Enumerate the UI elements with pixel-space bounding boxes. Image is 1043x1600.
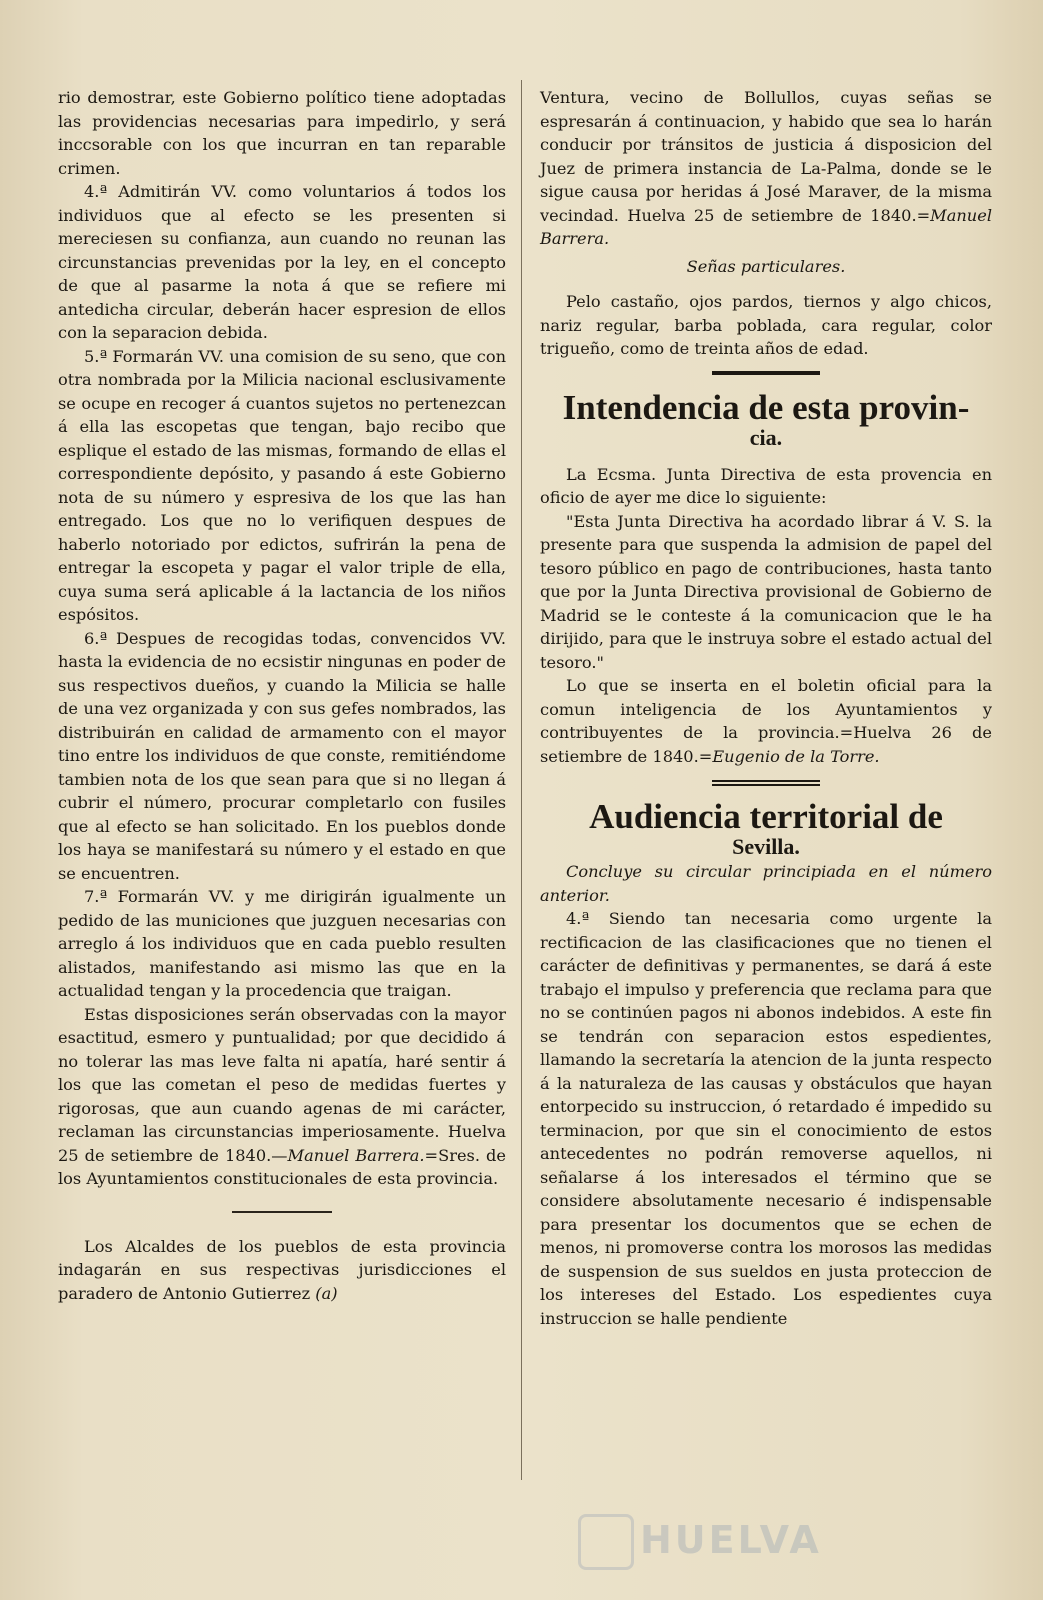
section-divider-thick bbox=[712, 371, 820, 375]
paragraph-ventura bbox=[540, 86, 992, 251]
addressee: =Sres. de los Ayuntamientos constitucionales de esta provincia. bbox=[58, 1145, 506, 1188]
intendencia-quote: "Esta Junta Directiva ha acordado librar á V. S. la presente para que suspenda la admision de papel del tesoro público en pago de contribuciones, hasta tanto que por la Junta Directiva provisional de Gobierno de Madrid se le conteste á la comunicacion que le ha dirijido, para que le instruya sobre el estado actual del tesoro." bbox=[540, 511, 992, 672]
archive-logo-icon bbox=[578, 1514, 634, 1570]
alcaldes-text: Los Alcaldes de los pueblos de esta provincia indagarán en sus respectivas jurisdicciones el paradero de Antonio Gutierrez bbox=[58, 1236, 506, 1303]
paragraph-intro: rio demostrar, este Gobierno político tiene adoptadas las providencias necesarias para impedirlo, y será inccsorable con los que incurran en tan reparable crimen. bbox=[58, 88, 506, 178]
paragraph-article-6: 6.ª Despues de recogidas todas, convencidos VV. hasta la evidencia de no ecsistir ningunas en poder de sus respectivos dueños, y cuando la Milicia se halle de una vez organizada y con sus gefes nombrados, las distribuirán en calidad de armamento con el mayor tino entre los individuos de que conste, remitiéndome tambien nota de los que sean para que si no llegan á cubrir el número, procurar completarlo con fusiles que al efecto se han solicitado. En los pueblos donde los haya se manifestará su número y el estado en que se encuentren. bbox=[58, 628, 506, 883]
audiencia-intro: Concluye su circular principiada en el número anterior. bbox=[540, 862, 992, 905]
signature-barrera: Manuel Barrera. bbox=[287, 1145, 425, 1165]
paragraph-alcaldes bbox=[58, 1235, 506, 1306]
section-divider-double bbox=[712, 780, 820, 786]
paragraph-article-4: 4.ª Admitirán VV. como voluntarios á todos los individuos que al efecto se les presenten si mereciesen su confianza, aun cuando no reunan las circunstancias prevenidas por la ley, en el concepto de que al pasarme la nota á que se refiere mi antedicha circular, deberán hacer espresion de ellos con la separacion debida. bbox=[58, 182, 506, 342]
alias-marker: (a) bbox=[315, 1283, 338, 1303]
audiencia-article-4: 4.ª Siendo tan necesaria como urgente la rectificacion de las clasificaciones que no tienen el carácter de definitivas y permanentes, se dará á este trabajo el impulso y preferencia que reclama para que no se continúen pagos ni abonos indebidos. A este fin se tendrán con separacion estos espedientes, llamando la secretaría la atencion de la junta respecto á la naturaleza de las causas y obstáculos que hayan entorpecido su instruccion, ó retardado é impedido su terminacion, por que sin el conocimiento de estos antecedentes no podrán removerse aquellos, ni señalarse á los interesados el término que se considere absolutamente necesario é indispensable para presentar los documentos que se echen de menos, ni promoverse contra los morosos las medidas de suspension de sus sueldos en justa proteccion de los intereses del Estado. Los espedientes cuya instruccion se halle pendiente bbox=[540, 909, 992, 1328]
intendencia-intro: La Ecsma. Junta Directiva de esta provencia en oficio de ayer me dice lo siguiente: bbox=[540, 464, 992, 507]
heading-audiencia-cont: Sevilla. bbox=[732, 834, 800, 859]
archive-watermark: HUELVA bbox=[640, 1518, 822, 1562]
senas-description: Pelo castaño, ojos pardos, tiernos y algo chicos, nariz regular, barba poblada, cara regular, color trigueño, como de treinta años de edad. bbox=[540, 292, 992, 358]
ventura-text: Ventura, vecino de Bollullos, cuyas señas se espresarán á continuacion, y habido que sea lo harán conducir por tránsitos de justicia á disposicion del Juez de primera instancia de La-Palma, donde se le sigue causa por heridas á José Maraver, de la misma vecindad. Huelva 25 de setiembre de 1840.= bbox=[540, 88, 992, 225]
heading-intendencia: Intendencia de esta provin- bbox=[562, 387, 970, 427]
paragraph-closing bbox=[58, 1003, 506, 1191]
right-column bbox=[540, 86, 992, 1330]
signature-torre: Eugenio de la Torre. bbox=[712, 746, 880, 766]
signature-barrera-2: Manuel Barrera. bbox=[540, 205, 992, 248]
senas-title: Señas particulares. bbox=[686, 256, 846, 276]
left-column bbox=[58, 86, 506, 1305]
intendencia-closing-text: Lo que se inserta en el boletin oficial para la comun inteligencia de los Ayuntamientos y contribuyentes de la provincia.=Huelva 26 de setiembre de 1840.= bbox=[540, 676, 992, 766]
section-divider bbox=[232, 1211, 332, 1213]
column-divider bbox=[521, 80, 522, 1480]
heading-audiencia: Audiencia territorial de bbox=[589, 797, 943, 836]
paragraph-article-7: 7.ª Formarán VV. y me dirigirán igualmente un pedido de las municiones que juzguen necesarias con arreglo á los individuos que en cada pueblo resulten alistados, manifestando asi mismo las que en la actualidad tengan y la procedencia que traigan. bbox=[58, 887, 506, 1000]
paragraph-article-5: 5.ª Formarán VV. una comision de su seno, que con otra nombrada por la Milicia nacional esclusivamente se ocupe en recoger á cuantos sujetos no pertenezcan á ella las escopetas que tengan, bajo recibo que esplique el estado de las mismas, formando de ellas el correspondiente depósito, y pasando á este Gobierno nota de su número y espresiva de los que las han entregado. Los que no lo verifiquen despues de haberlo notoriado por edictos, sufrirán la pena de entregar la escopeta y pagar el valor triple de ella, cuya suma será aplicable á la lactancia de los niños espósitos. bbox=[58, 346, 506, 624]
heading-intendencia-cont: cia. bbox=[749, 424, 783, 450]
intendencia-closing bbox=[540, 674, 992, 768]
closing-text: Estas disposiciones serán observadas con la mayor esactitud, esmero y puntualidad; por que decidido á no tolerar las mas leve falta ni apatía, haré sentir á los que las cometan el peso de medidas fuertes y rigorosas, que aun cuando agenas de mi carácter, reclaman las circunstancias imperiosamente. Huelva 25 de setiembre de 1840.— bbox=[58, 1004, 506, 1165]
